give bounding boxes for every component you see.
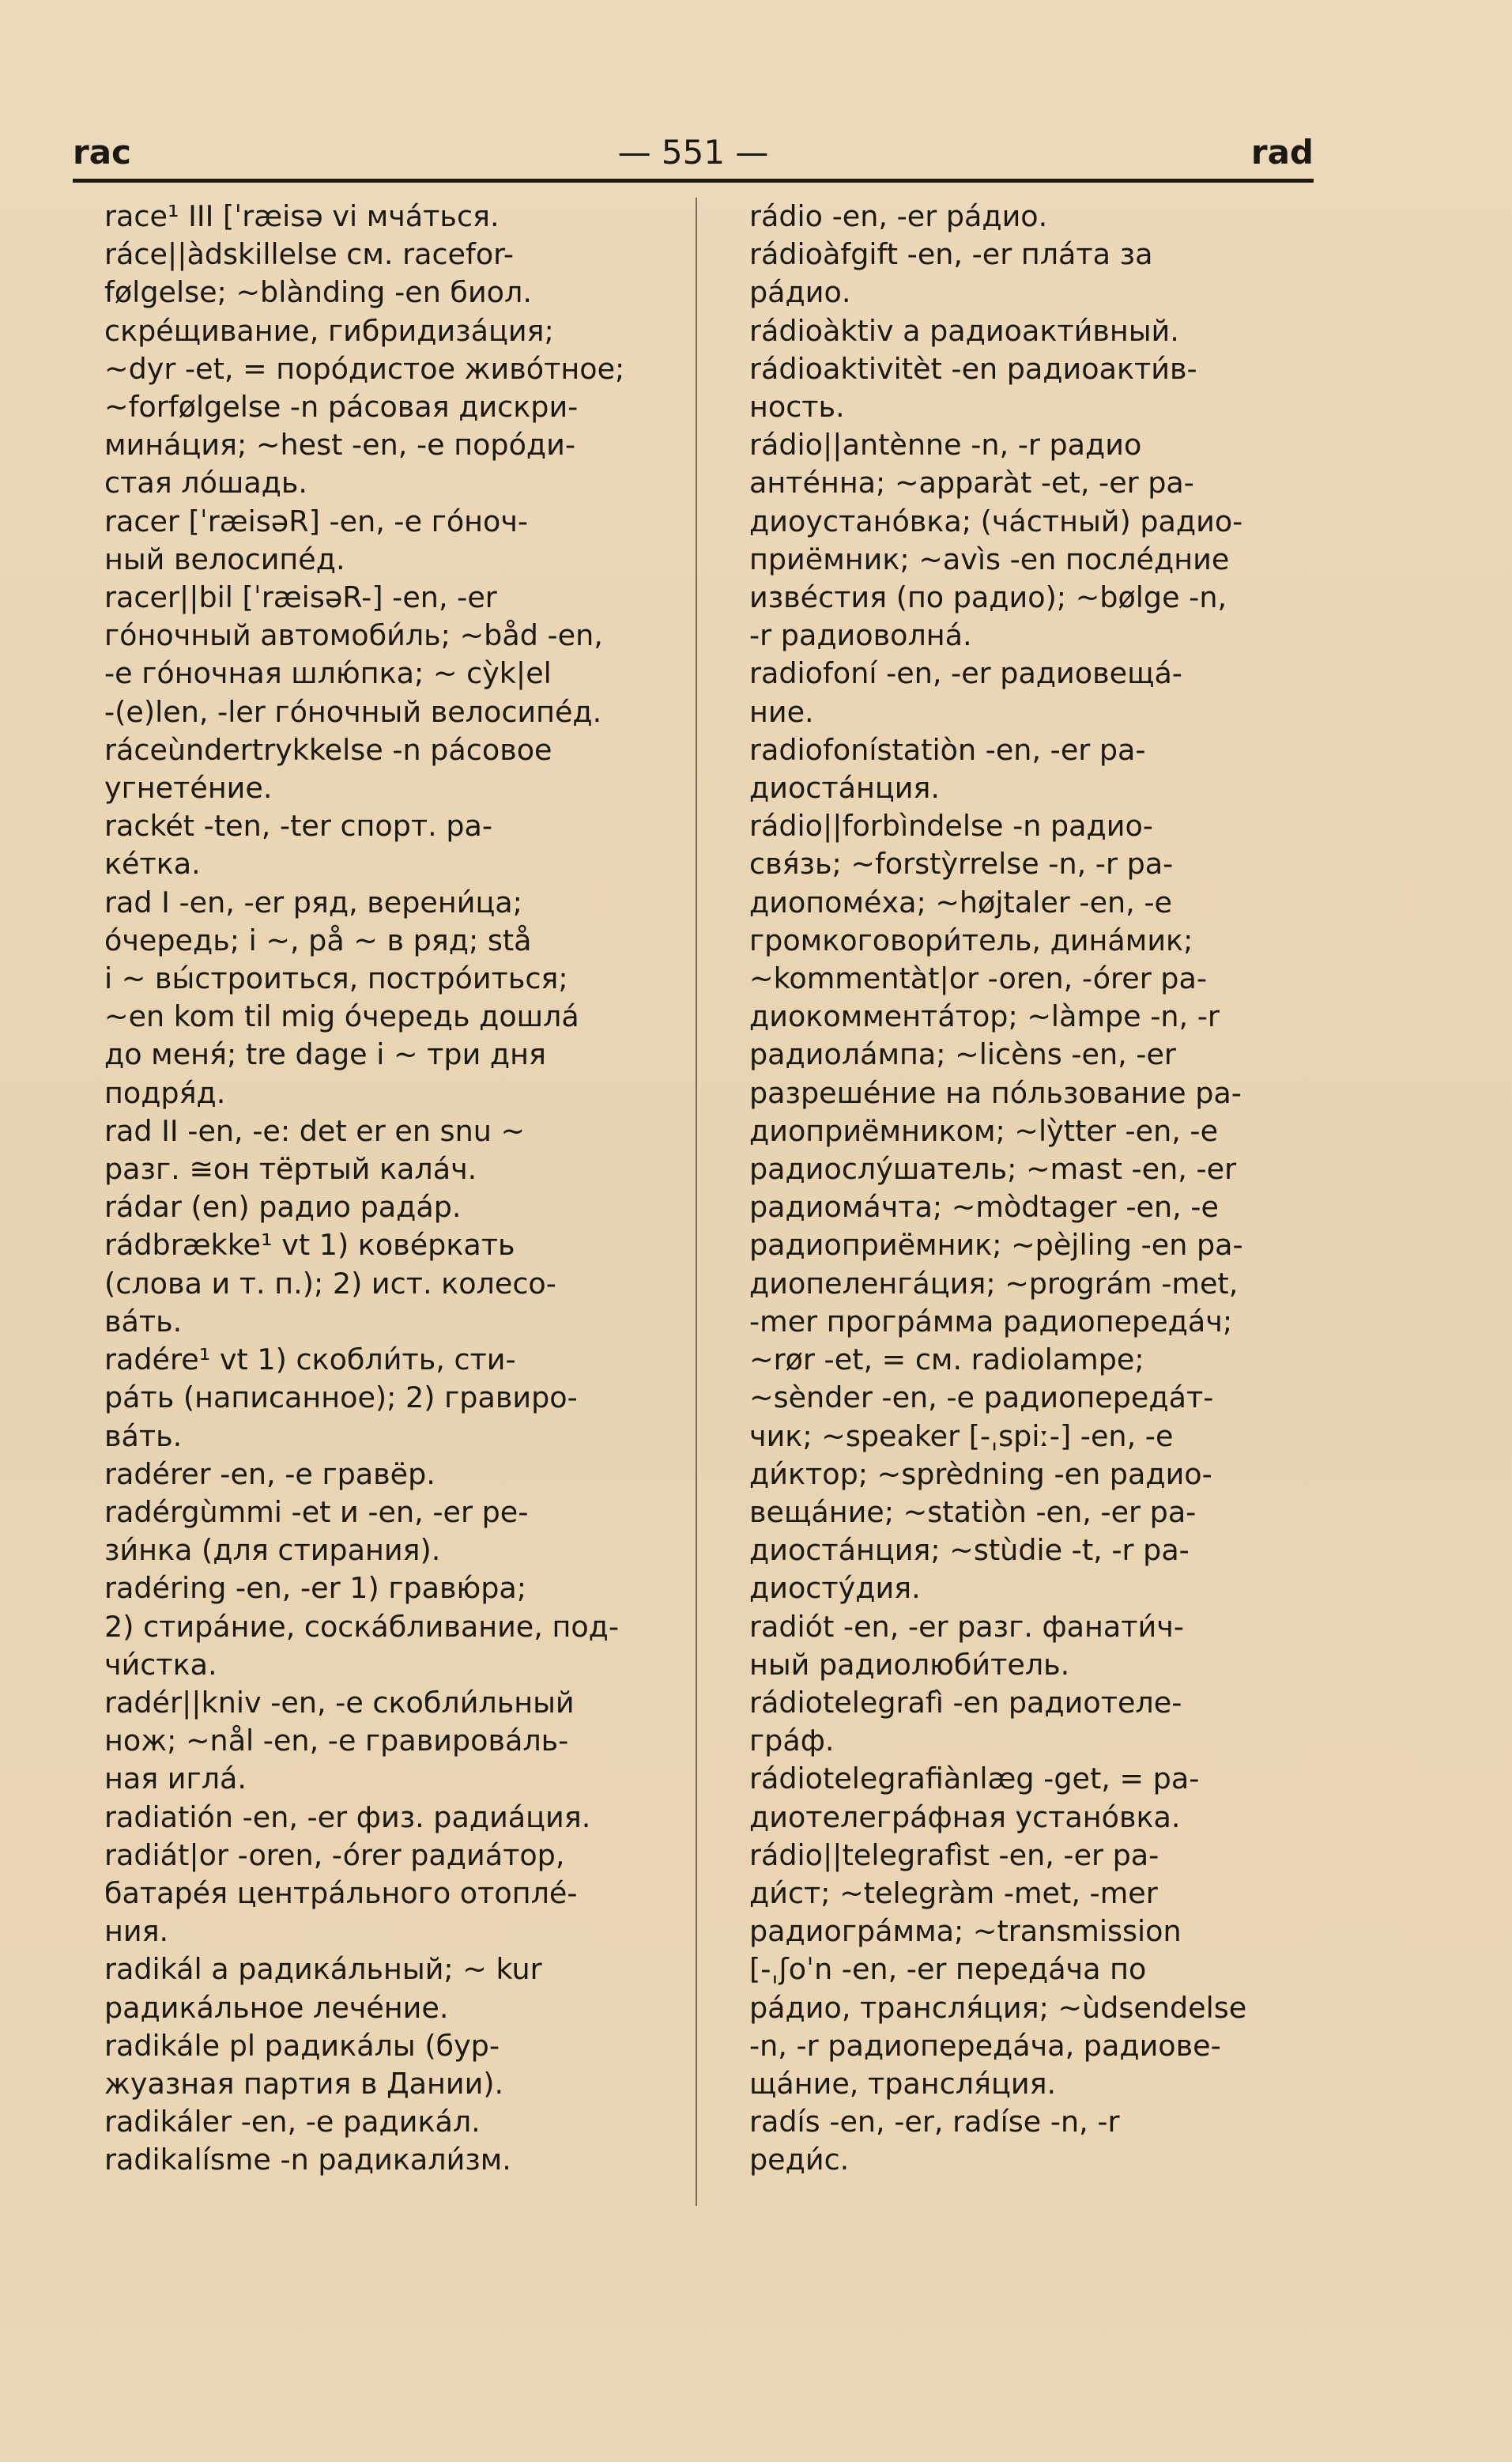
entry-line: го́ночный автомоби́ль; ~båd -en, [104, 618, 603, 653]
entry-line: radiofonístatiòn -en, -er ра- [749, 732, 1146, 767]
entry-line: ра́ть (написанное); 2) гравиро- [104, 1380, 578, 1415]
entry-line: приёмник; ~avìs -en после́дние [749, 542, 1230, 576]
entry-line: radérer -en, -e гравёр. [104, 1456, 436, 1491]
entry-line: rádio||antènne -n, -r радио [749, 428, 1142, 463]
entry-line: ~forfølgelse -n ра́совая дискри- [104, 390, 579, 425]
entry-line: ная игла́. [104, 1762, 247, 1796]
entry-line: диотелегра́фная устано́вка. [749, 1799, 1181, 1834]
entry-line: скре́щивание, гибридиза́ция; [104, 313, 554, 348]
entry-line: ва́ть. [104, 1418, 183, 1453]
entry-line: радиослу́шатель; ~mast -en, -er [749, 1152, 1237, 1187]
dictionary-entry [718, 236, 1317, 312]
entry-line: чи́стка. [104, 1647, 217, 1682]
column-divider [696, 198, 697, 2206]
entry-line: radérgùmmi -et и -en, -er ре- [104, 1494, 529, 1529]
entry-line: изве́стия (по радио); ~bølge -n, [749, 580, 1227, 615]
dictionary-entry [73, 1341, 672, 1456]
entry-line: ность. [749, 390, 845, 425]
entry-line: radér||kniv -en, -e скобли́льный [104, 1685, 575, 1720]
page-number: — 551 — [617, 133, 769, 172]
dictionary-entry [718, 807, 1317, 1607]
dictionary-entry [73, 1112, 672, 1188]
entry-line: rádiotelegrafì -en радиотеле- [749, 1685, 1182, 1720]
entry-line: 2) стира́ние, соска́бливание, под- [104, 1609, 620, 1644]
entry-line: до меня́; tre dage i ~ три дня [104, 1037, 546, 1072]
entry-line: rádbrække¹ vt 1) кове́ркать [104, 1228, 515, 1263]
entry-line: ráce||àdskillelse см. racefor- [104, 237, 515, 272]
entry-line: radís -en, -er, radíse -n, -r [749, 2105, 1120, 2139]
entry-line: гра́ф. [749, 1724, 835, 1758]
dictionary-entry [718, 1837, 1317, 2103]
entry-line: диоста́нция. [749, 771, 940, 806]
entry-line: -(e)len, -ler го́ночный велосипе́д. [104, 694, 602, 729]
entry-line: диокоммента́тор; ~làmpe -n, -r [749, 999, 1220, 1034]
right-column [718, 198, 1317, 2180]
dictionary-entry [73, 2027, 672, 2103]
entry-line: -mer програ́мма радиопереда́ч; [749, 1304, 1233, 1339]
dictionary-entry [73, 1569, 672, 1684]
left-guide-word: rac [73, 133, 131, 172]
dictionary-entry [73, 579, 672, 731]
entry-line: диоприёмником; ~lỳtter -en, -e [749, 1113, 1219, 1148]
entry-line: жуазная партия в Дании). [104, 2066, 504, 2101]
entry-line: радика́льное лече́ние. [104, 1990, 449, 2025]
entry-line: ~dyr -et, = поро́дистое живо́тное; [104, 351, 625, 386]
entry-line: (слова и т. п.); 2) ист. колесо- [104, 1266, 556, 1301]
entry-line: rad II -en, -e: det er en snu ~ [104, 1113, 526, 1148]
entry-line: rádioaktivitèt -en радиоакти́в- [749, 351, 1197, 386]
entry-line: ра́дио. [749, 275, 851, 310]
entry-line: диосту́дия. [749, 1571, 921, 1606]
entry-line: ~sènder -en, -e радиопереда́т- [749, 1380, 1214, 1415]
entry-line: racer||bil [ˈræisəR-] -en, -er [104, 580, 497, 615]
entry-line: свя́зь; ~forstỳrrelse -n, -r ра- [749, 847, 1174, 882]
dictionary-entry [73, 731, 672, 807]
dictionary-entry [718, 1608, 1317, 1684]
entry-line: ráceùndertrykkelse -n ра́совое [104, 732, 552, 767]
entry-line: radére¹ vt 1) скобли́ть, сти- [104, 1342, 516, 1377]
entry-line: радиола́мпа; ~licèns -en, -er [749, 1037, 1176, 1072]
entry-line: ке́тка. [104, 847, 201, 882]
dictionary-entry [718, 312, 1317, 350]
entry-line: -r радиоволна́. [749, 618, 972, 653]
entry-line: чик; ~speaker [-ˌspiː-] -en, -e [749, 1418, 1174, 1453]
entry-line: ща́ние, трансля́ция. [749, 2066, 1057, 2101]
entry-line: диоустано́вка; (ча́стный) радио- [749, 504, 1243, 538]
entry-line: -e го́ночная шлю́пка; ~ cỳk|el [104, 656, 552, 691]
dictionary-entry [718, 2103, 1317, 2179]
right-guide-word: rad [1250, 133, 1314, 172]
entry-line: зи́нка (для стирания). [104, 1533, 441, 1568]
entry-line: rádioàfgift -en, -er пла́та за [749, 237, 1153, 272]
entry-line: ди́ст; ~telegràm -met, -mer [749, 1875, 1158, 1910]
entry-line: ~rør -et, = см. radiolampe; [749, 1342, 1144, 1377]
entry-line: реди́с. [749, 2143, 850, 2177]
entry-line: -n, -r радиопереда́ча, радиове- [749, 2028, 1221, 2063]
entry-line: ди́ктор; ~sprèdning -en радио- [749, 1456, 1212, 1491]
dictionary-entry [73, 1226, 672, 1341]
entry-line: radiót -en, -er разг. фанати́ч- [749, 1609, 1184, 1644]
entry-line: ва́ть. [104, 1304, 183, 1339]
entry-line: разреше́ние на по́льзование ра- [749, 1075, 1242, 1110]
entry-line: диопоме́ха; ~højtaler -en, -e [749, 885, 1173, 919]
entry-line: радиома́чта; ~mòdtager -en, -e [749, 1190, 1219, 1225]
entry-line: rádio -en, -er ра́дио. [749, 199, 1048, 233]
entry-line: ~kommentàt|or -oren, -órer ра- [749, 961, 1208, 996]
dictionary-entry [73, 2141, 672, 2179]
dictionary-entry [73, 1456, 672, 1493]
entry-line: ный велосипе́д. [104, 542, 345, 576]
dictionary-entry [73, 503, 672, 579]
dictionary-entry [73, 1950, 672, 2026]
dictionary-entry [718, 731, 1317, 807]
entry-line: i ~ вы́строиться, постро́иться; [104, 961, 568, 996]
entry-line: radéring -en, -er 1) гравю́ра; [104, 1571, 527, 1606]
dictionary-entry [718, 426, 1317, 655]
entry-line: rackét -ten, -ter спорт. ра- [104, 809, 493, 844]
entry-line: radiofoní -en, -er радиовеща́- [749, 656, 1182, 691]
entry-line: radikál a радика́льный; ~ kur [104, 1952, 542, 1987]
entry-line: громкоговори́тель, дина́мик; [749, 923, 1193, 957]
entry-line: rádioàktiv a радиоакти́вный. [749, 313, 1179, 348]
entry-line: стая ло́шадь. [104, 466, 308, 500]
dictionary-entry [718, 1760, 1317, 1836]
dictionary-entry [718, 350, 1317, 426]
dictionary-entry [73, 1684, 672, 1799]
dictionary-entry [718, 1684, 1317, 1760]
entry-line: ный радиолюби́тель. [749, 1647, 1070, 1682]
entry-line: мина́ция; ~hest -en, -e поро́ди- [104, 428, 576, 463]
dictionary-entry [718, 655, 1317, 731]
entry-line: диоста́нция; ~stùdie -t, -r ра- [749, 1533, 1190, 1568]
entry-line: rádio||telegrafìst -en, -er ра- [749, 1837, 1159, 1872]
entry-line: radikále pl радика́лы (бур- [104, 2028, 500, 2063]
entry-line: анте́нна; ~apparàt -et, -er ра- [749, 466, 1194, 500]
entry-line: угнете́ние. [104, 771, 273, 806]
entry-line: диопеленга́ция; ~prográm -met, [749, 1266, 1239, 1301]
entry-line: radiát|or -oren, -órer радиа́тор, [104, 1837, 565, 1872]
dictionary-entry [73, 2103, 672, 2141]
entry-line: ние. [749, 694, 814, 729]
entry-line: нож; ~nål -en, -e гравирова́ль- [104, 1724, 569, 1758]
entry-line: radiatión -en, -er физ. радиа́ция. [104, 1799, 591, 1834]
entry-line: веща́ние; ~statiòn -en, -er ра- [749, 1494, 1197, 1529]
dictionary-entry [73, 884, 672, 1112]
entry-line: rádiotelegrafiànlæg -get, = ра- [749, 1762, 1200, 1796]
entry-line: rádar (en) радио рада́р. [104, 1190, 462, 1225]
dictionary-entry [73, 807, 672, 883]
entry-line: radikalísme -n радикали́зм. [104, 2143, 511, 2177]
dictionary-entry [73, 198, 672, 236]
entry-line: о́чередь; i ~, på ~ в ряд; stå [104, 923, 532, 957]
dictionary-entry [73, 1837, 672, 1951]
dictionary-entry [73, 236, 672, 502]
entry-line: følgelse; ~blànding -en биол. [104, 275, 532, 310]
entry-line: ~en kom til mig о́чередь дошла́ [104, 999, 579, 1034]
dictionary-entry [718, 198, 1317, 236]
entry-line: батаре́я центра́льного отопле́- [104, 1875, 578, 1910]
dictionary-entry [73, 1493, 672, 1569]
entry-line: rad I -en, -er ряд, верени́ца; [104, 885, 522, 919]
entry-line: ния. [104, 1914, 169, 1949]
entry-line: rádio||forbìndelse -n радио- [749, 809, 1153, 844]
header-rule [73, 179, 1314, 183]
entry-line: подря́д. [104, 1075, 226, 1110]
entry-line: race¹ III [ˈræisə vi мча́ться. [104, 199, 500, 233]
entry-line: racer [ˈræisəR] -en, -e го́ноч- [104, 504, 529, 538]
entry-line: ра́дио, трансля́ция; ~ùdsendelse [749, 1990, 1247, 2025]
page-header [73, 133, 1314, 180]
entry-line: radikáler -en, -e радика́л. [104, 2105, 481, 2139]
entry-line: [-ˌʃoˈn -en, -er переда́ча по [749, 1952, 1147, 1987]
entry-line: радиогра́мма; ~transmission [749, 1914, 1182, 1949]
entry-line: радиоприёмник; ~pèjling -en ра- [749, 1228, 1243, 1263]
dictionary-entry [73, 1799, 672, 1837]
dictionary-entry [73, 1188, 672, 1226]
entry-line: разг. ≅он тёртый кала́ч. [104, 1152, 477, 1187]
left-column [73, 198, 672, 2180]
